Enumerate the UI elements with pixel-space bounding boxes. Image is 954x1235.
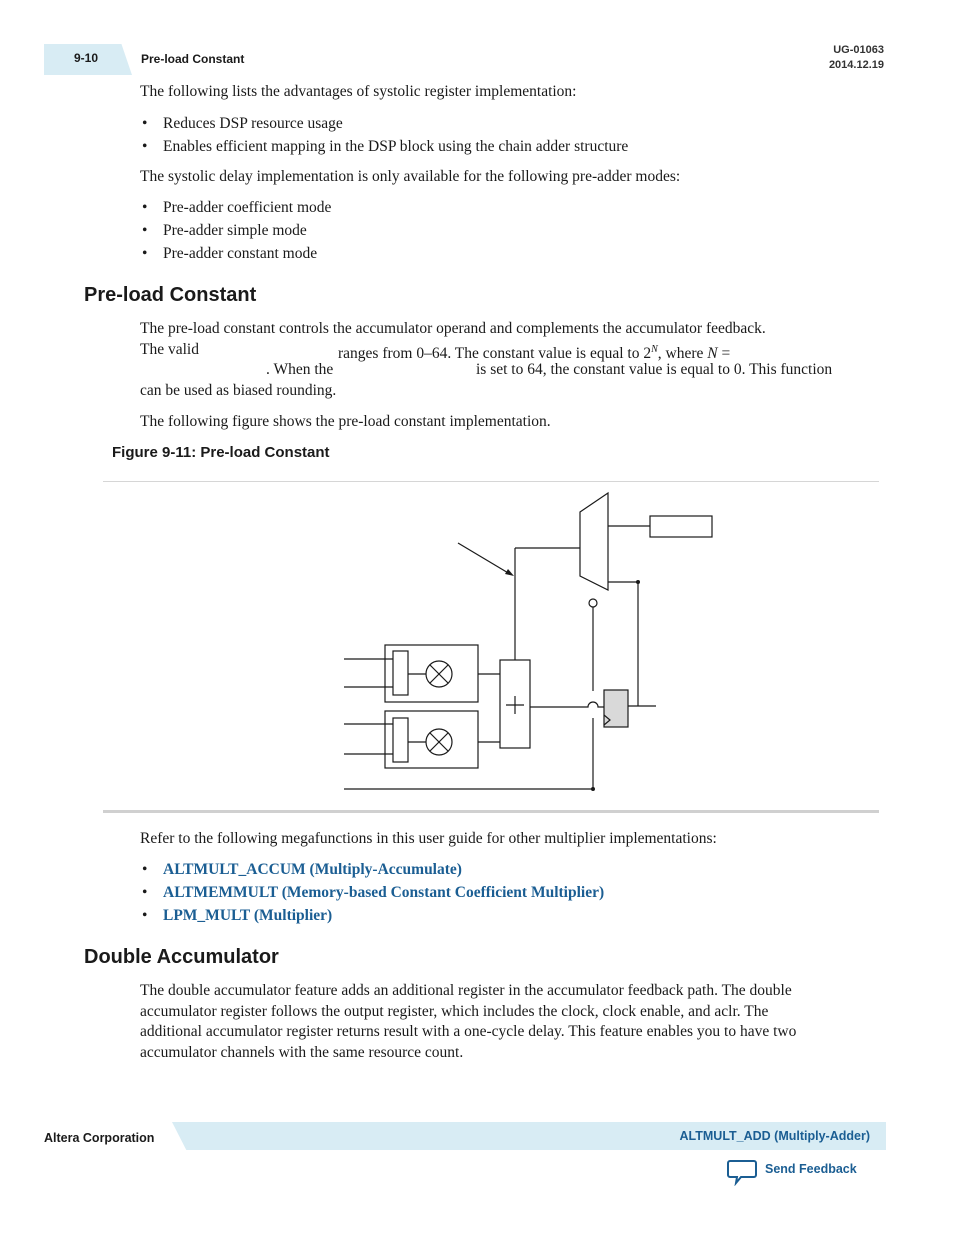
advantages-list xyxy=(140,112,628,158)
list-item: • Reduces DSP resource usage xyxy=(140,112,628,135)
double-acc-line-2: accumulator register follows the output register, which includes the clock, clock enable, and aclr. The xyxy=(140,1003,769,1020)
list-item: • Pre-adder constant mode xyxy=(140,242,331,265)
multiplier-block-top xyxy=(385,645,478,702)
preload-line-1: The pre-load constant controls the accumulator operand and complements the accumulator feedback. xyxy=(140,320,766,337)
preload-line-4: can be used as biased rounding. xyxy=(140,382,337,399)
preload-line-2a: The valid xyxy=(140,341,199,358)
preload-line-2: ranges from 0–64. The constant value is equal to $2^N$, where N = xyxy=(338,344,731,363)
modes-intro: The systolic delay implementation is only available for the following pre-adder modes: xyxy=(140,168,681,185)
link-lpm-mult[interactable]: LPM_MULT (Multiplier) xyxy=(163,907,333,924)
document-id: UG-01063 xyxy=(833,44,884,56)
refer-text: Refer to the following megafunctions in this user guide for other multiplier implementations: xyxy=(140,830,717,847)
multiplier-block-bottom xyxy=(385,711,478,768)
footer-company: Altera Corporation xyxy=(44,1131,155,1145)
list-item: • Enables efficient mapping in the DSP block using the chain adder structure xyxy=(140,135,628,158)
link-altmemmult[interactable]: ALTMEMMULT (Memory-based Constant Coefficient Multiplier) xyxy=(163,884,605,901)
multiplexer-shape xyxy=(580,493,608,590)
preload-constant-diagram xyxy=(330,486,730,806)
figure-bottom-rule xyxy=(103,810,879,813)
register-bottom xyxy=(393,718,408,762)
figure-caption: Figure 9-11: Pre-load Constant xyxy=(112,444,330,461)
list-item xyxy=(140,858,604,881)
figure-intro: The following figure shows the pre-load constant implementation. xyxy=(140,413,551,430)
link-altmult-accum[interactable]: ALTMULT_ACCUM (Multiply-Accumulate) xyxy=(163,861,462,878)
list-item xyxy=(140,904,604,927)
send-feedback-link[interactable]: Send Feedback xyxy=(765,1162,857,1176)
register-top xyxy=(393,651,408,695)
preload-heading: Pre-load Constant xyxy=(84,284,257,306)
document-meta xyxy=(829,43,884,73)
double-acc-line-4: accumulator channels with the same resource count. xyxy=(140,1044,464,1061)
list-item xyxy=(140,881,604,904)
preload-line-3a: . When the xyxy=(266,361,334,378)
footer-chapter-link[interactable]: ALTMULT_ADD (Multiply-Adder) xyxy=(679,1129,870,1143)
mux-select-bubble xyxy=(589,599,597,607)
speech-bubble-icon[interactable] xyxy=(727,1158,759,1186)
list-item: • Pre-adder simple mode xyxy=(140,219,331,242)
preload-line-3b: is set to 64, the constant value is equal to 0. This function xyxy=(476,361,833,378)
page-number: 9-10 xyxy=(74,51,99,65)
document-date: 2014.12.19 xyxy=(828,59,884,71)
megafunction-links xyxy=(140,858,604,927)
figure-top-rule xyxy=(103,481,879,482)
list-item: • Pre-adder coefficient mode xyxy=(140,196,331,219)
header-section-title: Pre-load Constant xyxy=(141,52,245,66)
preload-arrow xyxy=(458,543,510,574)
double-accumulator-heading: Double Accumulator xyxy=(84,946,279,968)
output-box xyxy=(650,516,712,537)
modes-list xyxy=(140,196,331,265)
advantages-intro: The following lists the advantages of systolic register implementation: xyxy=(140,83,577,100)
double-acc-line-1: The double accumulator feature adds an additional register in the accumulator feedback path. The double xyxy=(140,982,792,999)
double-acc-line-3: additional accumulator register returns result with a one-cycle delay. This feature enables you to have two xyxy=(140,1023,797,1040)
